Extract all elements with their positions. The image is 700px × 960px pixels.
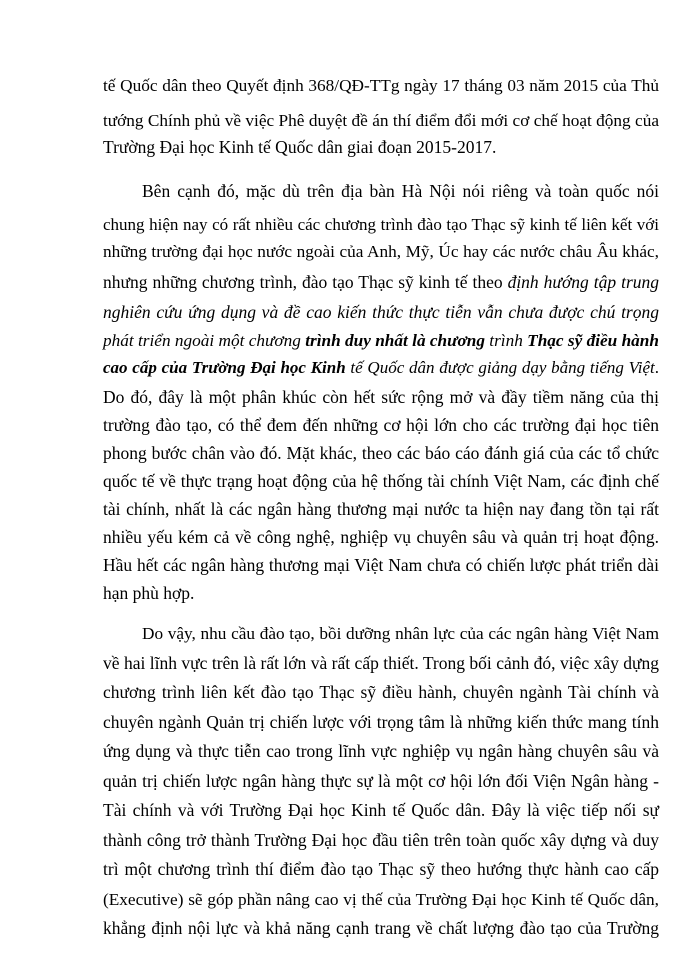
text-span: quản trị chiến lược ngân hàng thực sự là một cơ hội lớn đối Viện Ngân hàng - xyxy=(103,771,659,791)
text-span: Do vậy, nhu cầu đào tạo, bồi dưỡng nhân lực của các ngân hàng Việt Nam xyxy=(142,624,659,643)
text-span-bold-italic: cao cấp của Trường Đại học Kinh xyxy=(103,358,346,377)
text-span: nhưng những chương trình, đào tạo Thạc sỹ kinh tế theo xyxy=(103,272,508,292)
text-line xyxy=(103,136,659,159)
text-span-italic: trình xyxy=(484,331,528,350)
text-span: thành công trở thành Trường Đại học đầu tiên trên toàn quốc xây dựng và duy xyxy=(103,830,659,850)
text-span: (Executive) sẽ góp phần nâng cao vị thế của Trường Đại học Kinh tế Quốc dân, xyxy=(103,890,659,909)
text-span: tướng Chính phủ về việc Phê duyệt đề án thí điểm đổi mới cơ chế hoạt động của xyxy=(103,111,659,130)
text-span: nhiều yếu kém cả về công nghệ, nghiệp vụ chuyên sâu và quản trị hoạt động. xyxy=(103,527,659,547)
text-line xyxy=(103,74,659,97)
text-span-bold-italic: Thạc sỹ điều hành xyxy=(527,331,659,350)
text-line xyxy=(103,301,659,324)
text-span-bold-italic: trình duy nhất là chương xyxy=(305,331,485,350)
text-line xyxy=(103,888,659,911)
text-span: trì một chương trình thí điểm đào tạo Thạc sỹ theo hướng thực hành cao cấp xyxy=(103,859,659,879)
text-line xyxy=(103,554,659,577)
text-line xyxy=(103,442,659,465)
text-line xyxy=(103,414,659,437)
text-span-italic: tế Quốc dân được giảng dạy bằng tiếng Việt xyxy=(345,358,655,377)
text-span: hạn phù hợp. xyxy=(103,583,195,603)
text-span: Hầu hết các ngân hàng thương mại Việt Nam chưa có chiến lược phát triển dài xyxy=(103,555,659,575)
text-line xyxy=(103,917,659,940)
text-line xyxy=(103,329,659,352)
text-span: Tài chính và với Trường Đại học Kinh tế Quốc dân. Đây là việc tiếp nối sự xyxy=(103,800,659,820)
text-span-italic: nghiên cứu ứng dụng và đề cao kiến thức thực tiễn vẫn chưa được chú trọng xyxy=(103,302,659,322)
text-line xyxy=(103,386,659,409)
text-line xyxy=(142,180,659,203)
text-line xyxy=(103,740,659,763)
text-span: . xyxy=(654,358,659,377)
text-line xyxy=(103,356,659,379)
text-span-italic: định hướng tập trung xyxy=(507,272,660,292)
text-span: Trường Đại học Kinh tế Quốc dân giai đoạn 2015-2017. xyxy=(103,137,497,157)
text-line xyxy=(103,799,659,822)
text-span: những trường đại học nước ngoài của Anh, Mỹ, Úc hay các nước châu Âu khác, xyxy=(103,242,659,261)
text-line xyxy=(103,109,659,132)
text-span: tài chính, nhất là các ngân hàng thương mại nước ta hiện nay đang tồn tại rất xyxy=(103,499,659,519)
text-line xyxy=(103,858,659,881)
text-span: tế Quốc dân theo Quyết định 368/QĐ-TTg ngày 17 tháng 03 năm 2015 của Thủ xyxy=(103,76,659,95)
text-span: về hai lĩnh vực trên là rất lớn và rất cấp thiết. Trong bối cảnh đó, việc xây dựng xyxy=(103,653,659,673)
text-line xyxy=(103,498,659,521)
text-span: trường đào tạo, có thể đem đến những cơ hội lớn cho các trường đại học tiên xyxy=(103,415,659,435)
text-line xyxy=(103,582,659,605)
text-line xyxy=(103,652,659,675)
text-span: Do đó, đây là một phân khúc còn hết sức rộng mở và đầy tiềm năng của thị xyxy=(103,387,659,407)
text-span: chung hiện nay có rất nhiều các chương trình đào tạo Thạc sỹ kinh tế liên kết với xyxy=(103,215,659,234)
text-span-italic: phát triển ngoài một chương xyxy=(103,331,306,350)
text-line xyxy=(103,829,659,852)
text-span: quốc tế về thực trạng hoạt động của hệ thống tài chính Việt Nam, các định chế xyxy=(103,471,659,491)
text-line xyxy=(103,770,659,793)
text-span: ứng dụng và thực tiễn cao trong lĩnh vực nghiệp vụ ngân hàng chuyên sâu và xyxy=(103,741,659,761)
text-span: phong bước chân vào đó. Mặt khác, theo các báo cáo đánh giá của các tổ chức xyxy=(103,443,659,463)
text-line xyxy=(103,470,659,493)
text-line xyxy=(103,526,659,549)
text-span: khẳng định nội lực và khả năng cạnh trang về chất lượng đào tạo của Trường xyxy=(103,918,659,938)
text-line xyxy=(103,711,659,734)
text-span: chuyên ngành Quản trị chiến lược với trọng tâm là những kiến thức mang tính xyxy=(103,712,659,732)
text-line xyxy=(103,681,659,704)
text-span: chương trình liên kết đào tạo Thạc sỹ điều hành, chuyên ngành Tài chính và xyxy=(103,682,659,702)
text-line xyxy=(103,213,659,236)
text-span: Bên cạnh đó, mặc dù trên địa bàn Hà Nội nói riêng và toàn quốc nói xyxy=(142,181,659,201)
text-line xyxy=(103,271,659,294)
text-line xyxy=(103,240,659,263)
text-line xyxy=(142,622,659,645)
